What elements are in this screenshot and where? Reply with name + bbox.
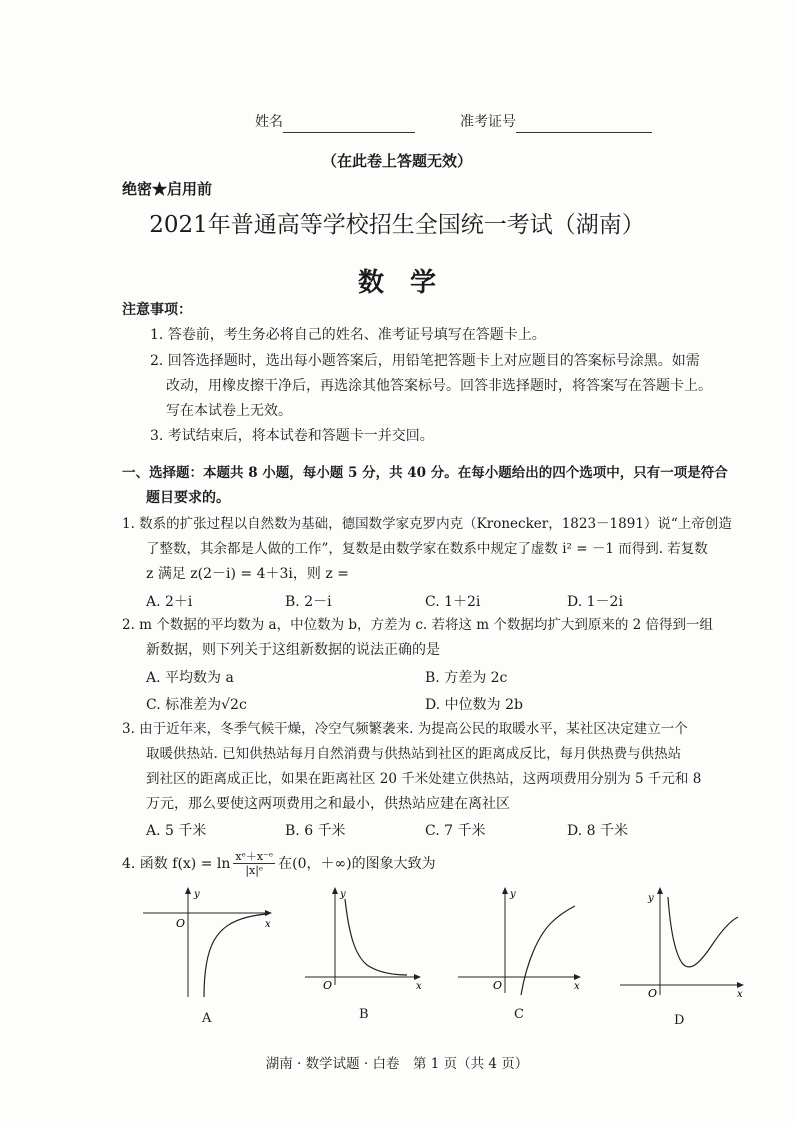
y-axis-label: y: [510, 889, 516, 900]
x-axis-arrow: [737, 982, 744, 988]
graph-b: [295, 885, 430, 1000]
x-axis-arrow: [414, 974, 421, 980]
note-item: 2. 回答选择题时，选出每小题答案后，用铅笔把答题卡上对应题目的答案标号涂黑。如需: [150, 353, 700, 369]
y-axis-arrow: [502, 887, 508, 894]
q4-prefix: 4. 函数 f(x) = ln: [122, 855, 231, 872]
q3-line: 到社区的距离成正比，如果在距离社区 20 千米处建立供热站，这两项费用分别为 5 千元和 8: [146, 771, 702, 787]
q1-option-a: A. 2＋i: [146, 594, 193, 610]
q4-numerator: xᵉ＋x⁻ᵉ: [235, 850, 274, 863]
q1-option-d: D. 1－2i: [567, 594, 623, 610]
graph-d: [612, 885, 757, 1005]
origin-label: O: [493, 979, 503, 992]
name-field: [255, 111, 415, 133]
graph-a: [138, 885, 278, 1005]
secret-label: 绝密★启用前: [122, 180, 213, 198]
q1-line: 了整数，其余都是人做的工作”，复数是由数学家在数系中规定了虚数 i² = －1 而得到. 若复数: [146, 541, 708, 557]
q2-option-b: B. 方差为 2c: [425, 670, 508, 686]
name-label: 姓名: [255, 114, 283, 130]
y-axis-label: y: [340, 889, 346, 900]
y-axis-arrow: [185, 887, 191, 894]
exam-id-field: [460, 111, 652, 133]
origin-label: O: [323, 979, 333, 992]
exam-id-label: 准考证号: [460, 114, 516, 130]
q1-option-c: C. 1＋2i: [425, 594, 481, 610]
y-axis-label: y: [648, 893, 654, 904]
x-axis-label: x: [737, 989, 743, 1000]
note-item: 改动，用橡皮擦干净后，再选涂其他答案标号。回答非选择题时，将答案写在答题卡上。: [166, 378, 712, 394]
note-item: 3. 考试结束后，将本试卷和答题卡一并交回。: [150, 428, 434, 444]
q1-line: z 满足 z(2－i) = 4＋3i，则 z =: [146, 566, 349, 582]
curve: [668, 897, 738, 967]
q4-suffix: 在(0，＋∞)的图象大致为: [278, 855, 436, 872]
y-axis-arrow: [657, 887, 663, 894]
section-heading-cont: 题目要求的。: [146, 490, 230, 506]
x-axis-label: x: [416, 981, 422, 992]
q2-option-c: C. 标准差为√2c: [146, 697, 247, 713]
q3-line: 3. 由于近年来，冬季气候干燥，冷空气频繁袭来. 为提高公民的取暖水平，某社区决定建立一个: [122, 721, 688, 737]
q4-stem: [122, 850, 436, 877]
graph-c-label: C: [514, 1007, 524, 1022]
page-footer: 湖南 · 数学试题 · 白卷 第 1 页（共 4 页）: [265, 1056, 529, 1072]
x-axis-label: x: [265, 919, 271, 930]
q1-option-b: B. 2－i: [285, 594, 332, 610]
exam-title: 2021年普通高等学校招生全国统一考试（湖南）: [149, 212, 645, 238]
graph-b-label: B: [359, 1007, 369, 1022]
q3-option-a: A. 5 千米: [146, 823, 207, 839]
curve: [345, 899, 407, 975]
y-axis-label: y: [194, 889, 200, 900]
invalid-notice: （在此卷上答题无效）: [321, 152, 472, 170]
q3-option-c: C. 7 千米: [425, 823, 486, 839]
x-axis-arrow: [574, 974, 581, 980]
q2-option-d: D. 中位数为 2b: [425, 697, 523, 713]
curve: [204, 914, 266, 997]
graph-a-label: A: [202, 1011, 212, 1026]
origin-label: O: [176, 917, 186, 930]
section-heading: 一、选择题：本题共 8 小题，每小题 5 分，共 40 分。在每小题给出的四个选项中，只有一项是符合: [122, 465, 728, 481]
subject-title: 数 学: [357, 268, 436, 298]
q2-option-a: A. 平均数为 a: [146, 670, 234, 686]
q2-line: 2. m 个数据的平均数为 a，中位数为 b，方差为 c. 若将这 m 个数据均扩大到原来的 2 倍得到一组: [122, 617, 714, 633]
x-axis-arrow: [265, 910, 272, 916]
q1-line: 1. 数系的扩张过程以自然数为基础，德国数学家克罗内克（Kronecker，1823－1891）说“上帝创造: [122, 516, 732, 532]
q4-denominator: |x|ᵉ: [245, 864, 264, 877]
q3-line: 万元，那么要使这两项费用之和最小，供热站应建在离社区: [146, 796, 510, 812]
q3-line: 取暖供热站. 已知供热站每月自然消费与供热站到社区的距离成反比，每月供热费与供热站: [146, 746, 682, 762]
origin-label: O: [648, 987, 658, 1000]
q3-option-b: B. 6 千米: [285, 823, 346, 839]
x-axis-label: x: [574, 981, 580, 992]
y-axis-arrow: [332, 887, 338, 894]
notes-heading: 注意事项：: [122, 302, 192, 318]
graph-c: [455, 885, 590, 1000]
note-item: 写在本试卷上无效。: [166, 403, 292, 419]
name-blank: [283, 132, 415, 133]
q2-line: 新数据，则下列关于这组新数据的说法正确的是: [146, 642, 440, 658]
q3-option-d: D. 8 千米: [567, 823, 628, 839]
curve: [521, 906, 575, 995]
exam-id-blank: [516, 132, 652, 133]
graph-d-label: D: [674, 1013, 685, 1028]
q4-fraction: [233, 850, 275, 877]
note-item: 1. 答卷前，考生务必将自己的姓名、准考证号填写在答题卡上。: [150, 327, 546, 343]
